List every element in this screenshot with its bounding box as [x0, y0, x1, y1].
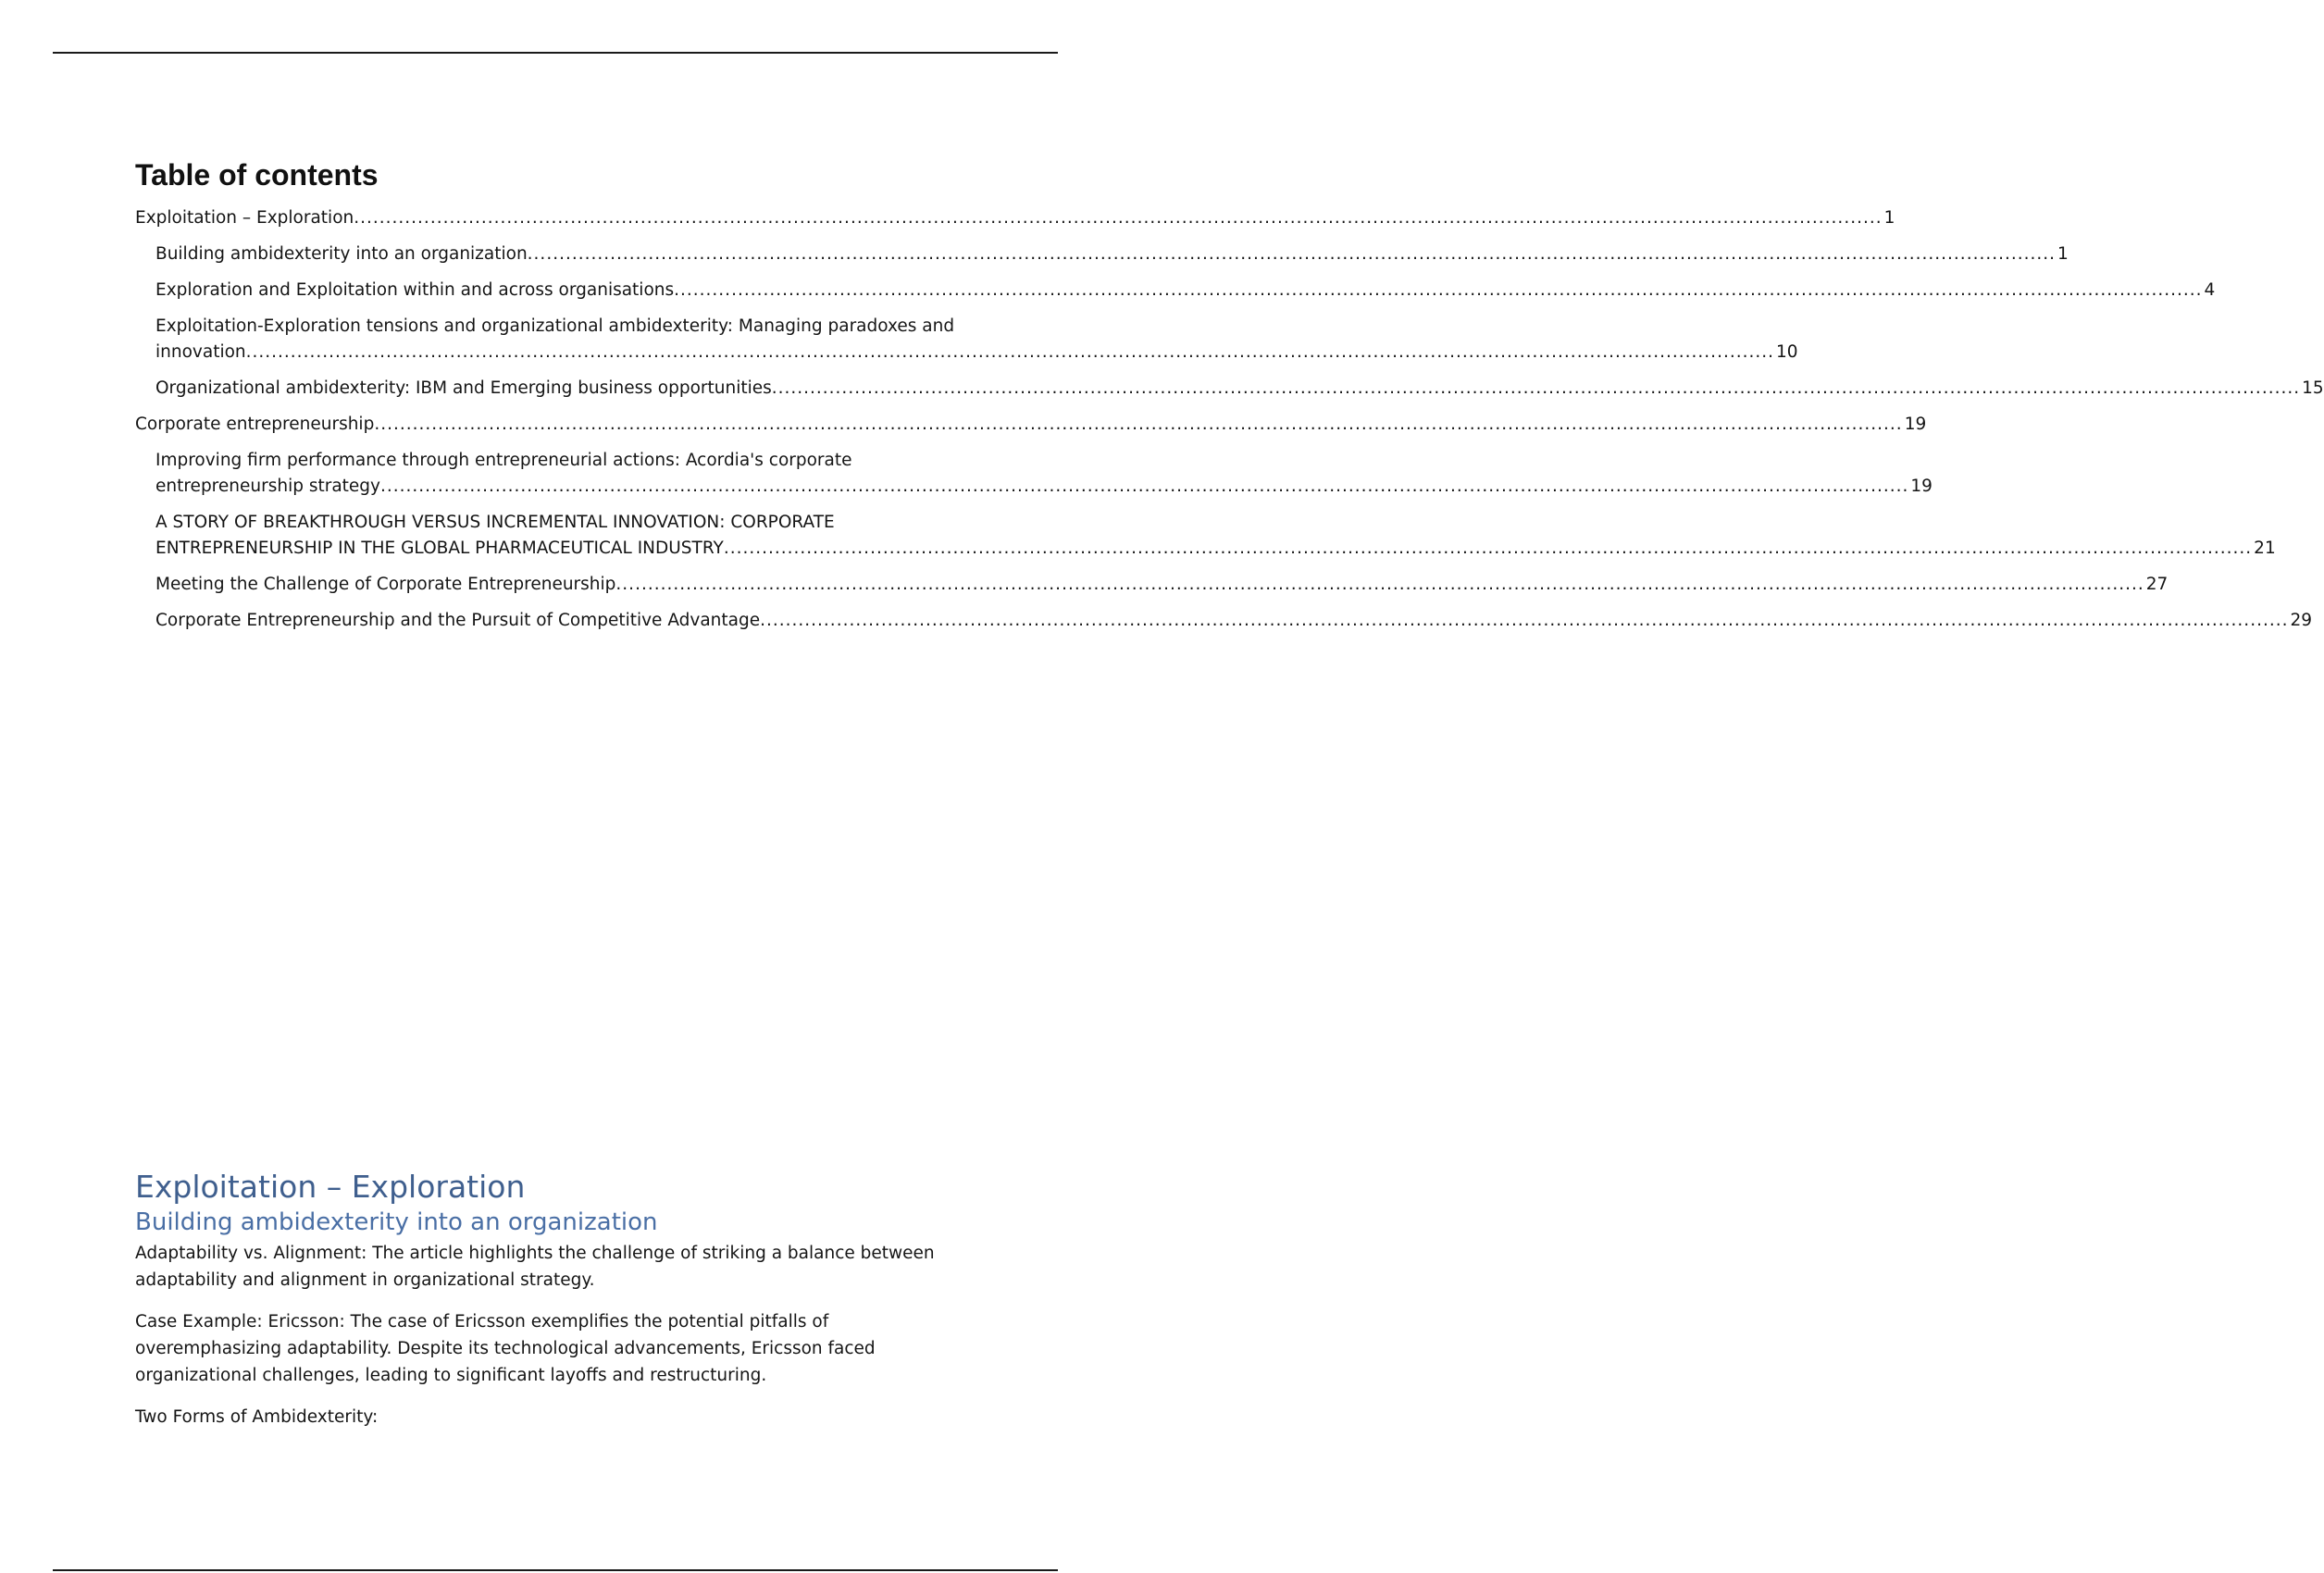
toc-page-number: 1 [1883, 208, 1895, 228]
toc-entry-title: Organizational ambidexterity: IBM and Emerging business opportunities [155, 378, 772, 398]
document-body [135, 1168, 976, 1445]
toc-entry[interactable] [135, 448, 1933, 500]
toc-leader: ................................................................................................................................................................................................................................................ [380, 477, 1909, 496]
toc-entry-title-lead: Exploitation-Exploration tensions and organizational ambidexterity: Managing paradoxes and [155, 316, 955, 336]
paragraph: Two Forms of Ambidexterity: [135, 1407, 379, 1427]
toc-entry[interactable] [135, 278, 2216, 303]
toc-leader: ................................................................................................................................................................................................................................................ [760, 611, 2289, 630]
toc-page-number: 1 [2057, 244, 2069, 264]
toc-leader: ................................................................................................................................................................................................................................................ [771, 378, 2301, 398]
toc-page-number: 10 [1776, 342, 1798, 362]
toc-entry-title: innovation [155, 342, 246, 362]
toc-entry[interactable] [135, 412, 1927, 438]
toc-entry-title: Exploration and Exploitation within and across organisations [155, 280, 675, 300]
toc-entry-title: Meeting the Challenge of Corporate Entrepreneurship [155, 575, 616, 594]
toc-entry-title-lead: A STORY OF BREAKTHROUGH VERSUS INCREMENTAL INNOVATION: CORPORATE [155, 513, 835, 532]
toc-page-number: 21 [2254, 539, 2276, 558]
toc-entry[interactable] [135, 572, 2169, 598]
toc-page-number: 19 [1910, 477, 1933, 496]
toc-page-number: 27 [2145, 575, 2169, 594]
header-rule [53, 52, 1058, 54]
heading-1: Exploitation – Exploration [135, 1169, 526, 1205]
toc-page-number: 19 [1904, 415, 1927, 434]
toc-page-number: 15 [2302, 378, 2324, 398]
toc-leader: ................................................................................................................................................................................................................................................ [674, 280, 2203, 300]
toc-leader: ................................................................................................................................................................................................................................................ [245, 342, 1774, 362]
toc-entry-title: Corporate Entrepreneurship and the Pursuit of Competitive Advantage [155, 611, 761, 630]
toc-leader: ................................................................................................................................................................................................................................................ [354, 208, 1883, 228]
toc-leader: ................................................................................................................................................................................................................................................ [527, 244, 2057, 264]
toc-page-number: 29 [2290, 611, 2313, 630]
toc-entry-title: Exploitation – Exploration [135, 208, 354, 228]
toc-leader: ................................................................................................................................................................................................................................................ [374, 415, 1903, 434]
toc-title: Table of contents [135, 158, 379, 192]
footer-rule [53, 1569, 1058, 1571]
toc-leader: ................................................................................................................................................................................................................................................ [615, 575, 2144, 594]
toc-entry[interactable] [135, 242, 2069, 267]
toc-entry[interactable] [135, 205, 1895, 231]
toc-leader: ................................................................................................................................................................................................................................................ [723, 539, 2253, 558]
heading-2: Building ambidexterity into an organization [135, 1208, 658, 1236]
toc-entry-title: Corporate entrepreneurship [135, 415, 375, 434]
paragraph: Case Example: Ericsson: The case of Ericsson exemplifies the potential pitfalls of overemphasizing adaptability. Despite its technological advancements, Ericsson faced organizational challenges, leading to significant layoffs and restructuring. [135, 1312, 876, 1385]
toc-entry-title-lead: Improving firm performance through entrepreneurial actions: Acordia's corporate [155, 451, 852, 470]
table-of-contents [135, 205, 2324, 644]
toc-entry[interactable] [135, 608, 2313, 634]
toc-entry[interactable] [135, 510, 2276, 562]
toc-entry[interactable] [135, 314, 1798, 365]
toc-entry[interactable] [135, 376, 2324, 402]
toc-entry-title: entrepreneurship strategy [155, 477, 380, 496]
toc-entry-title: Building ambidexterity into an organization [155, 244, 528, 264]
paragraph: Adaptability vs. Alignment: The article highlights the challenge of striking a balance between adaptability and alignment in organizational strategy. [135, 1244, 935, 1290]
toc-entry-title: ENTREPRENEURSHIP IN THE GLOBAL PHARMACEUTICAL INDUSTRY [155, 539, 724, 558]
toc-page-number: 4 [2204, 280, 2216, 300]
